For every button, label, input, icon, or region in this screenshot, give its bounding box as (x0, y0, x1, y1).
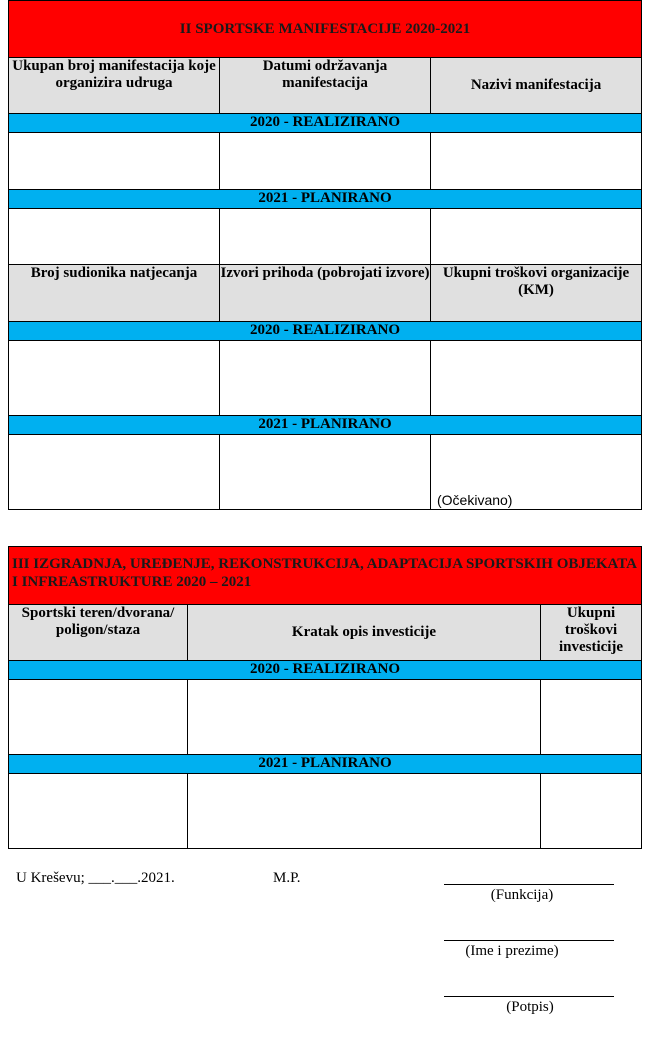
cell-total-costs-2021[interactable] (431, 435, 642, 510)
section-title-sports-events: II SPORTSKE MANIFESTACIJE 2020-2021 (9, 1, 642, 58)
cell-event-names-2020[interactable] (431, 133, 642, 190)
band-2020-realized-3: 2020 - REALIZIRANO (9, 661, 642, 680)
header-total-costs: Ukupni troškovi organizacije (KM) (431, 265, 642, 322)
stamp-label: M.P. (273, 870, 301, 886)
header-investment-description: Kratak opis investicije (188, 605, 541, 661)
cell-total-costs-2020[interactable] (431, 341, 642, 416)
cell-investment-description-2020[interactable] (188, 680, 541, 755)
cell-total-events-2020[interactable] (9, 133, 220, 190)
cell-event-names-2021[interactable] (431, 209, 642, 265)
band-2021-planned-2: 2021 - PLANIRANO (9, 416, 642, 435)
cell-total-events-2021[interactable] (9, 209, 220, 265)
cell-participants-2021[interactable] (9, 435, 220, 510)
cell-income-sources-2021[interactable] (220, 435, 431, 510)
cell-investment-costs-2020[interactable] (541, 680, 642, 755)
band-2021-planned-3: 2021 - PLANIRANO (9, 755, 642, 774)
name-caption: (Ime i prezime) (465, 943, 559, 959)
cell-income-sources-2020[interactable] (220, 341, 431, 416)
band-2020-realized-2: 2020 - REALIZIRANO (9, 322, 642, 341)
header-participants: Broj sudionika natjecanja (9, 265, 220, 322)
expected-note: (Očekivano) (437, 492, 513, 508)
cell-investment-costs-2021[interactable] (541, 774, 642, 849)
section-title-infrastructure: III IZGRADNJA, UREĐENJE, REKONSTRUKCIJA, ADAPTACIJA SPORTSKIH OBJEKATA I INFREASTRUKTURE 2020 – 2021 (9, 547, 642, 605)
header-event-dates: Datumi održavanja manifestacija (220, 58, 431, 114)
function-line[interactable] (444, 884, 614, 885)
cell-sports-field-2020[interactable] (9, 680, 188, 755)
cell-event-dates-2020[interactable] (220, 133, 431, 190)
band-2020-realized: 2020 - REALIZIRANO (9, 114, 642, 133)
band-2021-planned: 2021 - PLANIRANO (9, 190, 642, 209)
place-date: U Kreševu; ___.___.2021. (16, 870, 175, 886)
cell-event-dates-2021[interactable] (220, 209, 431, 265)
header-investment-costs: Ukupni troškovi investicije (541, 605, 642, 661)
cell-investment-description-2021[interactable] (188, 774, 541, 849)
signature-caption: (Potpis) (506, 999, 554, 1015)
header-sports-field: Sportski teren/dvorana/ poligon/staza (9, 605, 188, 661)
sports-infrastructure-table (8, 546, 642, 849)
signature-line[interactable] (444, 996, 614, 997)
header-event-names: Nazivi manifestacija (431, 58, 642, 114)
name-line[interactable] (444, 940, 614, 941)
header-income-sources: Izvori prihoda (pobrojati izvore) (220, 265, 431, 322)
cell-sports-field-2021[interactable] (9, 774, 188, 849)
cell-participants-2020[interactable] (9, 341, 220, 416)
sports-events-table (8, 0, 642, 510)
header-total-events: Ukupan broj manifestacija koje organizira udruga (9, 58, 220, 114)
function-caption: (Funkcija) (490, 887, 554, 903)
